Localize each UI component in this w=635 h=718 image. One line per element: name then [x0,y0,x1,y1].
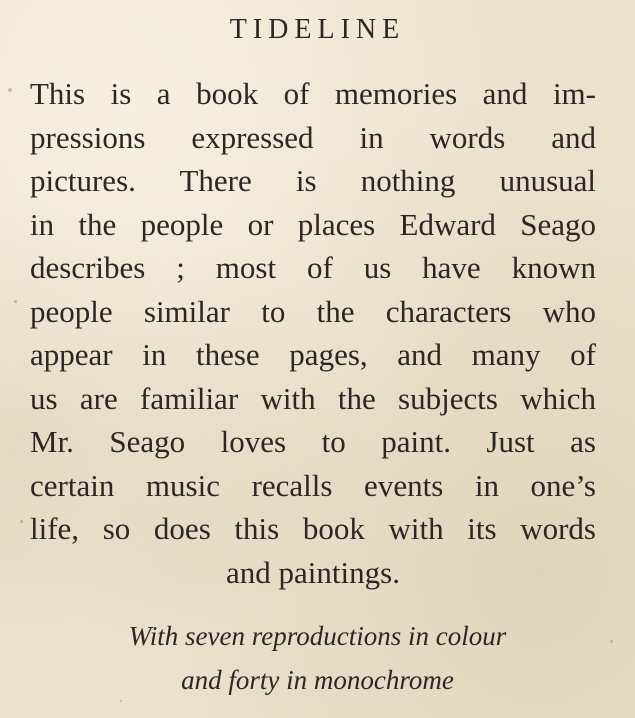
blurb-line: in the people or places Edward Seago [30,206,596,242]
blurb-line: This is a book of memories and im- [30,76,596,111]
blurb-line: certain music recalls events in one’s [30,467,596,503]
paper-speck [20,520,23,523]
paper-speck [14,300,17,303]
blurb-line: describes ; most of us have known [30,250,596,285]
blurb-line: pictures. There is nothing unusual [30,163,596,198]
blurb-line: pressions expressed in words and [30,119,596,155]
blurb-line: and paintings. [226,554,400,590]
paper-speck [8,88,12,92]
blurb-line: appear in these pages, and many of [30,337,596,372]
reproductions-note-line: With seven reproductions in colour [128,621,507,651]
paper-speck [120,700,122,702]
book-title: TIDELINE [229,14,406,45]
blurb-line: life, so does this book with its words [30,511,596,546]
blurb-line: us are familiar with the subjects which [30,380,596,416]
reproductions-note [0,614,635,702]
paper-speck [610,640,613,643]
blurb-paragraph [30,72,596,594]
reproductions-note-line: and forty in monochrome [181,665,454,695]
blurb-line: Mr. Seago loves to paint. Just as [30,424,596,459]
blurb-line: people similar to the characters who [30,293,596,329]
